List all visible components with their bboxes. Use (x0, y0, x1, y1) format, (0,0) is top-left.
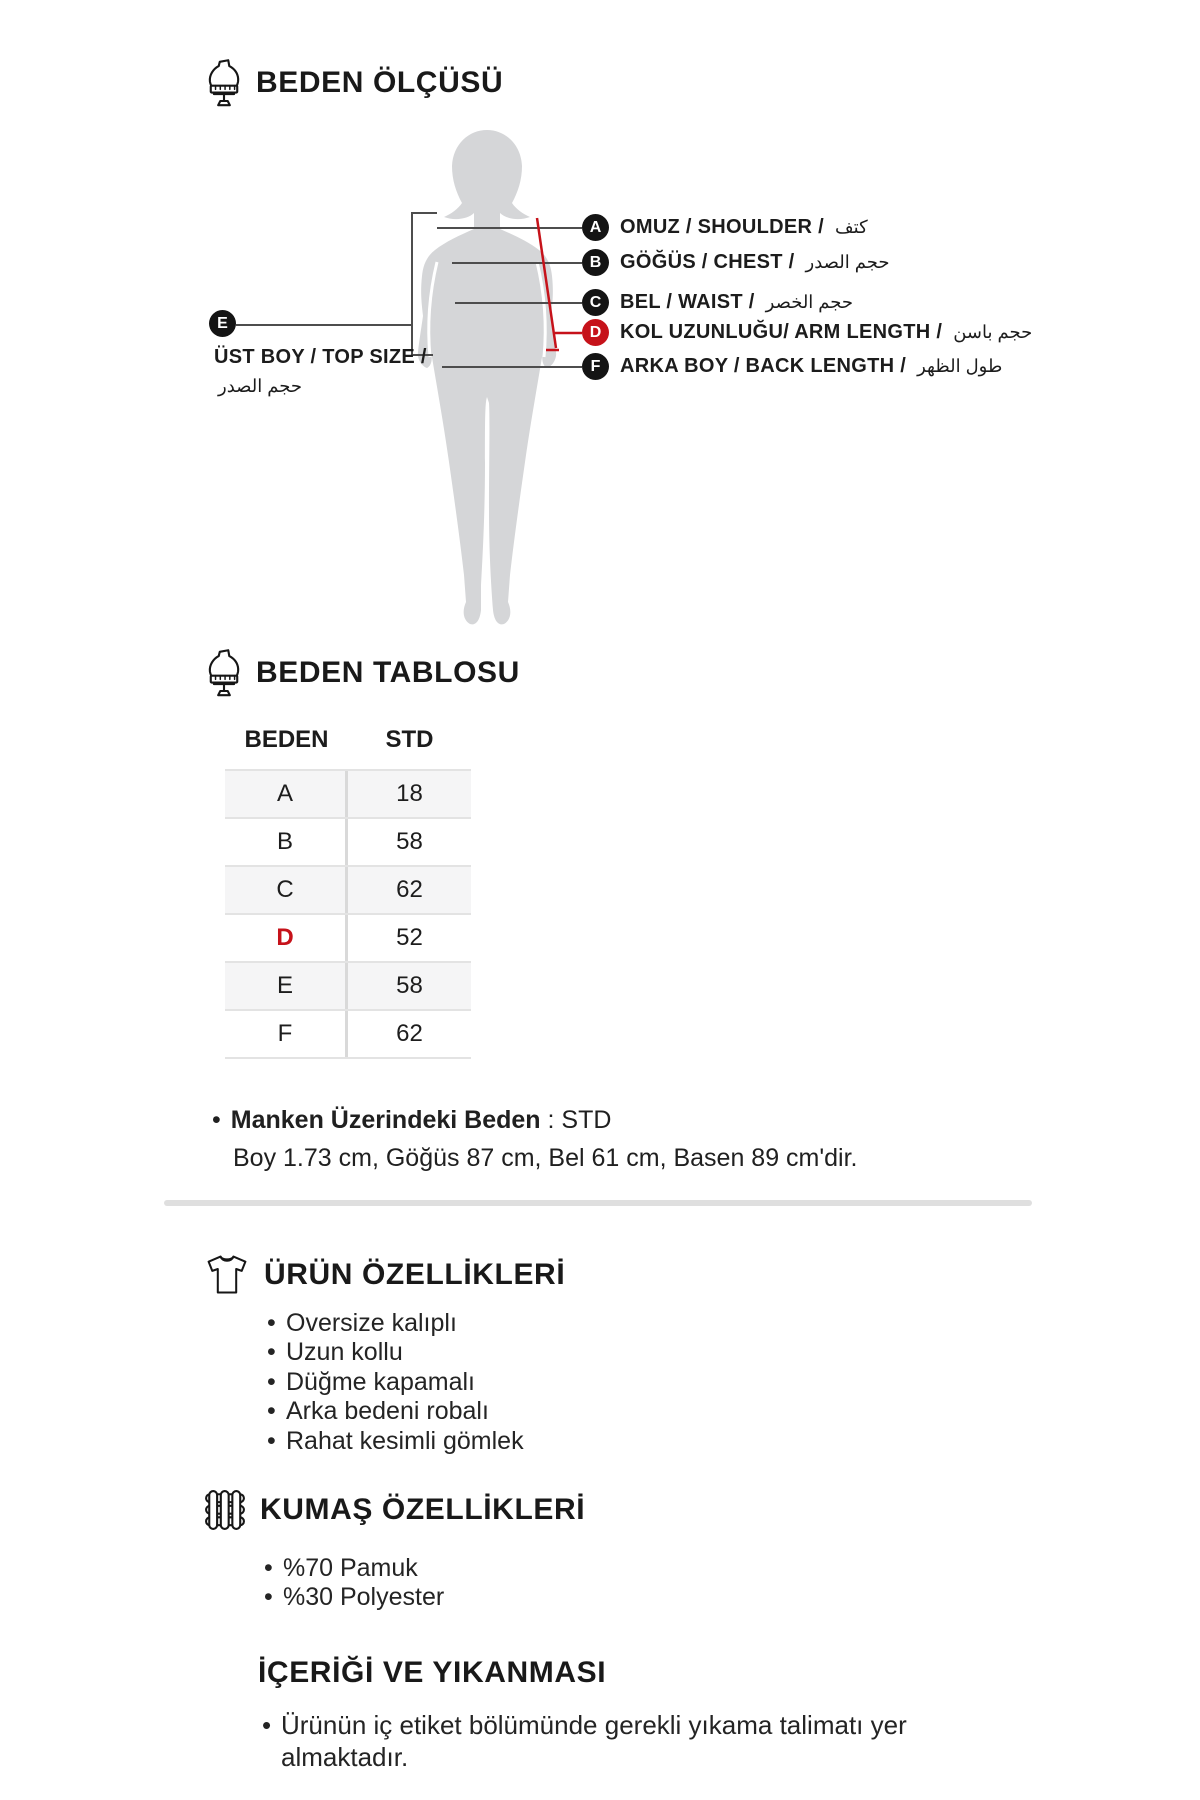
fabric-features-list (264, 1554, 444, 1613)
product-features-title: ÜRÜN ÖZELLİKLERİ (264, 1258, 566, 1291)
label-waist: C BEL / WAIST / حجم الخصر (582, 289, 853, 316)
marker-a: A (582, 214, 609, 241)
column-beden: BEDEN (244, 726, 329, 753)
size-measure-header (206, 58, 503, 108)
fabric-weave-icon (204, 1488, 246, 1532)
label-back-length: F ARKA BOY / BACK LENGTH / طول الظهر (582, 353, 1002, 380)
size-measure-title: BEDEN ÖLÇÜSÜ (256, 66, 504, 99)
label-shoulder: A OMUZ / SHOULDER / كتف (582, 214, 868, 241)
marker-d: D (582, 319, 609, 346)
list-item: • Uzun kollu (267, 1338, 524, 1367)
table-row: D 52 (225, 913, 471, 961)
mannequin-note-detail: Boy 1.73 cm, Göğüs 87 cm, Bel 61 cm, Basen 89 cm'dir. (233, 1144, 858, 1172)
size-table-columns (225, 726, 471, 754)
bullet: • (212, 1106, 221, 1134)
table-row: E 58 (225, 961, 471, 1009)
size-table (225, 769, 471, 1059)
mannequin-note: • Manken Üzerindeki Beden : STD Boy 1.73 cm, Göğüs 87 cm, Bel 61 cm, Basen 89 cm'dir. (212, 1106, 858, 1172)
list-item: • Arka bedeni robalı (267, 1397, 524, 1426)
mannequin-note-label: Manken Üzerindeki Beden (230, 1106, 541, 1134)
list-item: • %70 Pamuk (264, 1554, 444, 1583)
column-std: STD (385, 726, 434, 753)
label-arm-length: D KOL UZUNLUĞU/ ARM LENGTH / حجم باسن (582, 319, 1032, 346)
fabric-features-title: KUMAŞ ÖZELLİKLERİ (260, 1493, 586, 1526)
body-measurement-diagram (0, 110, 1200, 650)
product-features-list (267, 1309, 524, 1456)
marker-e: E (209, 310, 236, 337)
marker-b: B (582, 249, 609, 276)
table-row: C 62 (225, 865, 471, 913)
list-item: • %30 Polyester (264, 1583, 444, 1612)
list-item: • Ürünün iç etiket bölümünde gerekli yıkama talimatı yer almaktadır. (262, 1709, 982, 1773)
list-item: • Düğme kapamalı (267, 1368, 524, 1397)
dressform-icon (206, 648, 242, 698)
mannequin-note-value: STD (561, 1106, 612, 1134)
list-item: • Rahat kesimli gömlek (267, 1427, 524, 1456)
care-header: İÇERİĞİ VE YIKANMASI (258, 1656, 607, 1689)
dressform-icon (206, 58, 242, 108)
section-divider (164, 1200, 1032, 1206)
size-table-title: BEDEN TABLOSU (256, 656, 520, 689)
table-row: B 58 (225, 817, 471, 865)
table-row: F 62 (225, 1009, 471, 1059)
label-top-size-ar: حجم الصدر (218, 376, 302, 396)
marker-f: F (582, 353, 609, 380)
product-features-header (204, 1250, 565, 1300)
list-item: • Oversize kalıplı (267, 1309, 524, 1338)
label-top-size: ÜST BOY / TOP SIZE / (214, 346, 427, 368)
marker-c: C (582, 289, 609, 316)
size-table-header (206, 648, 520, 698)
fabric-features-header (204, 1488, 585, 1532)
label-chest: B GÖĞÜS / CHEST / حجم الصدر (582, 249, 890, 276)
table-row: A 18 (225, 769, 471, 817)
body-silhouette (418, 130, 556, 624)
care-list (262, 1709, 982, 1773)
tshirt-icon (204, 1250, 250, 1300)
